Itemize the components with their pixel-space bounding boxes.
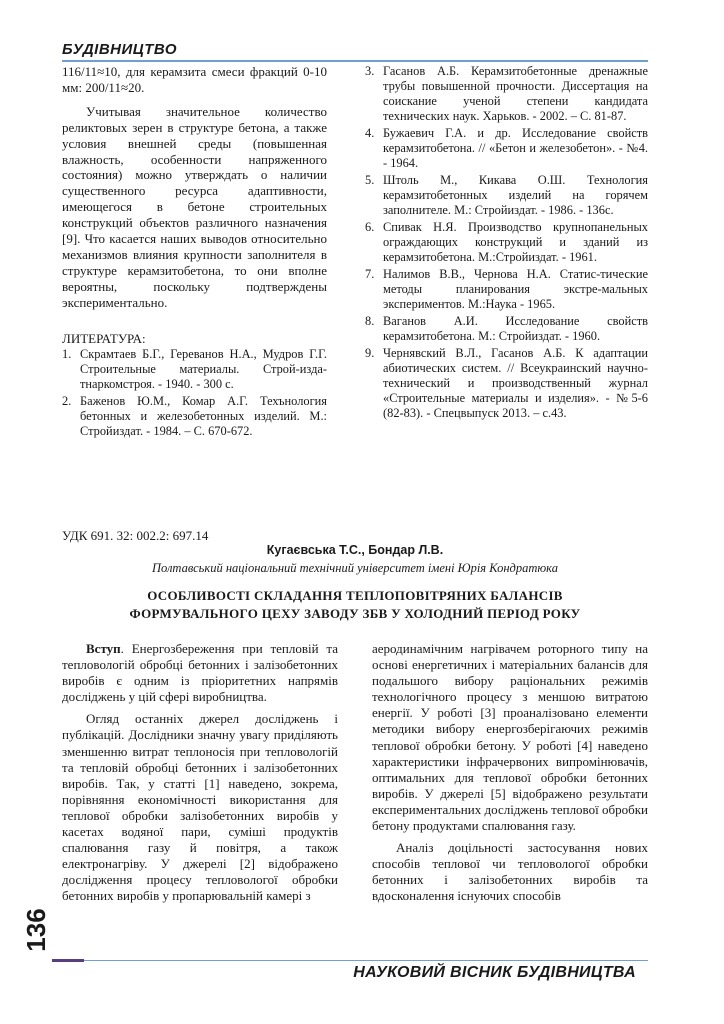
- reference-item: [365, 64, 648, 124]
- intro-text: . Енергозбереження при тепловій та тепловологій обробці бетонних і залізобетонних виробів є одним із пріоритетних напрямів досліджень у цій сфері виробництва.: [62, 641, 338, 705]
- reference-list-left: [62, 347, 327, 439]
- continued-paragraph: аеродинамічним нагрівачем роторного типу на основі енергетичних і матеріальних балансів для подальшого вибору раціональних режимів технологічного процесу з меншою витратою енергії. У роботі [3] проаналізовано елементи методики вибору енергозберігаючих режимів теплової обробки бетону. У роботі [4] наведено характеристики інфрачервоних випромінювачів, оптимальних для теплової обробки бетонних виробів. У джерелі [5] відображено результати експериментальних досліджень теплової обробки бетону продуктами спалювання газу.: [372, 641, 648, 834]
- continuation-text: 116/11≈10, для керамзита смеси фракций 0-10 мм: 200/11≈20.: [62, 64, 327, 95]
- article-affiliation: Полтавський національний технічний університет імені Юрія Кондратюка: [152, 561, 558, 575]
- reference-item: [62, 394, 327, 439]
- footer-rule: [84, 960, 648, 961]
- footer-accent-rule: [52, 959, 84, 962]
- article-authors: Кугаєвська Т.С., Бондар Л.В.: [266, 543, 444, 557]
- reference-text: Ваганов А.И. Исследование свойств керамзитобетона. М.: Стройиздат. - 1960.: [383, 314, 648, 343]
- reference-item: [62, 347, 327, 392]
- reference-item: [365, 220, 648, 265]
- reference-number: 2.: [62, 393, 72, 408]
- reference-item: [365, 314, 648, 344]
- reference-number: 9.: [365, 346, 375, 360]
- reference-text: Чернявский В.Л., Гасанов А.Б. К адаптации абиотических систем. // Всеукраинский научно-технический и производственный журнал «Строительные материалы и изделия». - №5-6 (82-83). - Спецвыпуск 2013. – с.43.: [383, 346, 648, 420]
- reference-number: 4.: [365, 126, 375, 140]
- reference-text: Гасанов А.Б. Керамзитобетонные дренажные трубы повышенной прочности. Диссертация на соискание ученой степени кандидата технических наук. Харьков. - 2002. – С. 81-87.: [383, 64, 648, 123]
- top-right-column: [365, 64, 648, 423]
- reference-number: 5.: [365, 173, 375, 187]
- top-left-column: [62, 64, 327, 441]
- reference-item: [365, 126, 648, 171]
- intro-label: Вступ: [86, 641, 121, 656]
- reference-list-right: [365, 64, 648, 421]
- intro-paragraph: [62, 641, 338, 705]
- udk-code: УДК 691. 32: 002.2: 697.14: [62, 528, 209, 543]
- reference-text: Скрамтаев Б.Г., Гереванов Н.А., Мудров Г.Г. Строительные материалы. Строй-изда-тнаркомстроя. - 1940. - 300 с.: [80, 346, 327, 391]
- reference-text: Налимов В.В., Чернова Н.А. Статис-тические методы планирования экстре-мальных экспериментов. М.:Наука - 1965.: [383, 267, 648, 311]
- article-title-line: ОСОБЛИВОСТІ СКЛАДАННЯ ТЕПЛОПОВІТРЯНИХ БАЛАНСІВ: [147, 588, 563, 603]
- reference-number: 6.: [365, 220, 375, 234]
- reference-item: [365, 346, 648, 421]
- reference-number: 3.: [365, 64, 375, 78]
- section-header: БУДІВНИЦТВО: [62, 41, 178, 58]
- reference-text: Штоль М., Кикава О.Ш. Технология керамзитобетонных изделий на горячем заполнителе. М.: Стройиздат. - 1986. - 136с.: [383, 173, 648, 217]
- reference-number: 7.: [365, 267, 375, 281]
- article-body-right-column: [372, 641, 648, 905]
- conclusion-paragraph: Учитывая значительное количество реликтовых зерен в структуре бетона, а также условия внешней среды (повышенная влажность, особенности напряженного состояния) можно утверждать о наличии существенного ресурса адаптивности, имеющегося в бетоне строительных конструкций объектов различного назначения [9]. Что касается наших выводов относительно механизмов влияния крупности заполнителя в структуре керамзитобетона, то они вполне вероятны, поскольку подтверждены экспериментально.: [62, 103, 327, 310]
- reference-text: Спивак Н.Я. Производство крупнопанельных ограждающих конструкций и зданий из керамзитобетона. М.:Стройиздат. - 1961.: [383, 220, 648, 264]
- page-number: 136: [20, 908, 51, 952]
- review-paragraph: Огляд останніх джерел досліджень і публікацій. Дослідники значну увагу приділяють зменшенню витрат теплоносія при тепловологій та тепловій обробці бетонних і залізобетонних виробів. Так, у статті [1] наведено, зокрема, порівняння економічності використання для теплової обробки залізобетонних виробів у касетах водяної пари, суміші продуктів спалювання газу й повітря, а також електронагріву. У джерелі [2] відображено дослідження процесу тепловологої обробки бетонних виробів у пропарювальній камері з: [62, 711, 338, 904]
- article-body-left-column: [62, 641, 338, 905]
- reference-number: 8.: [365, 314, 375, 328]
- header-rule: [62, 60, 648, 62]
- literature-heading: ЛИТЕРАТУРА:: [62, 330, 146, 346]
- reference-text: Бужаевич Г.А. и др. Исследование свойств керамзитобетона. // «Бетон и железобетон». - №4. - 1964.: [383, 126, 648, 170]
- analysis-paragraph: Аналіз доцільності застосування нових способів теплової чи тепловологої обробки бетонних і залізобетонних виробів та вдосконалення існуючих способів: [372, 840, 648, 904]
- reference-number: 1.: [62, 346, 72, 361]
- article-title-line: ФОРМУВАЛЬНОГО ЦЕХУ ЗАВОДУ ЗБВ У ХОЛОДНИЙ ПЕРІОД РОКУ: [129, 606, 581, 621]
- article-title: [62, 587, 648, 623]
- reference-item: [365, 173, 648, 218]
- reference-item: [365, 267, 648, 312]
- reference-text: Баженов Ю.М., Комар А.Г. Техънология бетонных и железобетонных изделий. М.: Стройиздат. - 1984. – С. 670-672.: [80, 393, 327, 438]
- journal-title: НАУКОВИЙ ВІСНИК БУДІВНИЦТВА: [353, 964, 636, 981]
